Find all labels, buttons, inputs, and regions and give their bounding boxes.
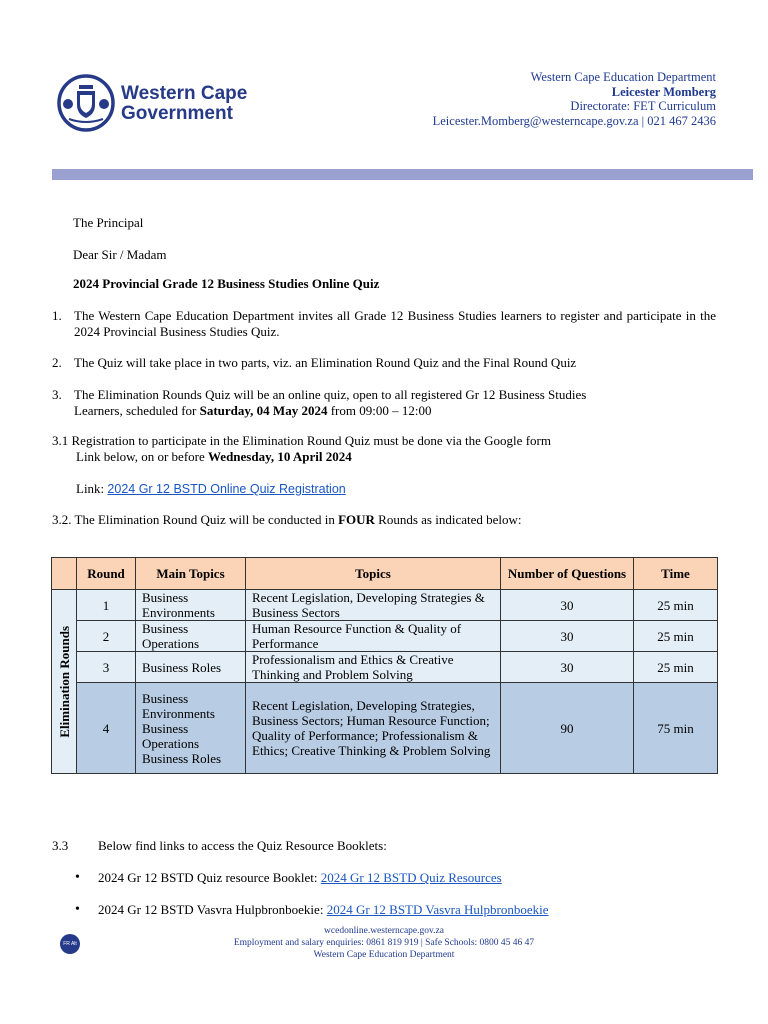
item1-number: 1. [52, 308, 62, 323]
directorate: Directorate: FET Curriculum [570, 99, 716, 113]
item33-text: Below find links to access the Quiz Resource Booklets: [98, 838, 387, 853]
salutation: Dear Sir / Madam [73, 247, 167, 262]
dept-name: Western Cape Education Department [530, 70, 716, 84]
cell-topics: Professionalism and Ethics & Creative Thinking and Problem Solving [246, 652, 501, 683]
footer-dept: Western Cape Education Department [313, 950, 455, 960]
gov-name-line2: Government [121, 103, 233, 124]
letter-subject: 2024 Provincial Grade 12 Business Studies Online Quiz [73, 276, 380, 291]
cell-questions: 90 [501, 683, 634, 774]
table-row [52, 683, 718, 774]
elimination-rounds-table [51, 557, 718, 774]
bullet-marker: • [75, 870, 80, 885]
col-header-main-topics: Main Topics [136, 558, 246, 590]
side-label-cell [52, 590, 77, 774]
recipient: The Principal [73, 215, 144, 230]
cell-main-topics: Business Operations [136, 621, 246, 652]
table-row [52, 590, 718, 621]
cell-topics: Recent Legislation, Developing Strategies & Business Sectors [246, 590, 501, 621]
col-header-time: Time [634, 558, 718, 590]
sender-block [433, 70, 716, 128]
registration-link-line: Link: 2024 Gr 12 BSTD Online Quiz Registration [76, 481, 346, 496]
cell-main-topics: Business Environments Business Operations Business Roles [136, 683, 246, 774]
bullet-marker: • [75, 902, 80, 917]
item33-number: 3.3 [52, 838, 69, 853]
cell-round: 2 [77, 621, 136, 652]
resource-line-1: 2024 Gr 12 BSTD Quiz resource Booklet: 2024 Gr 12 BSTD Quiz Resources [98, 870, 502, 885]
col-header-round: Round [77, 558, 136, 590]
cell-round: 3 [77, 652, 136, 683]
item2-number: 2. [52, 355, 62, 370]
cell-time: 25 min [634, 621, 718, 652]
item3-text: The Elimination Rounds Quiz will be an online quiz, open to all registered Gr 12 Business Studies Learners, scheduled for Saturday, 04 May 2024 from 09:00 – 12:00 [74, 387, 587, 418]
item2-text: The Quiz will take place in two parts, viz. an Elimination Round Quiz and the Final Round Quiz [74, 355, 577, 370]
sender-name: Leicester Momberg [611, 84, 716, 99]
cell-questions: 30 [501, 621, 634, 652]
side-label: Elimination Rounds [56, 625, 72, 738]
gov-name-line1: Western Cape [121, 83, 248, 104]
cell-questions: 30 [501, 652, 634, 683]
col-header-number-of-questions: Number of Questions [501, 558, 634, 590]
item32-text: 3.2. The Elimination Round Quiz will be conducted in FOUR Rounds as indicated below: [52, 512, 522, 527]
item31-text: 3.1 Registration to participate in the Elimination Round Quiz must be done via the Google form Link below, on or before Wednesday, 10 April 2024 [52, 433, 551, 464]
cell-questions: 30 [501, 590, 634, 621]
vasvra-hulpbronboekie-link[interactable]: 2024 Gr 12 BSTD Vasvra Hulpbronboekie [326, 902, 549, 917]
accessibility-badge-icon: FR Alt [60, 934, 80, 954]
footer-website: wcedonline.westerncape.gov.za [324, 926, 444, 936]
table-header-row [52, 558, 718, 590]
cell-round: 4 [77, 683, 136, 774]
cell-time: 75 min [634, 683, 718, 774]
cell-time: 25 min [634, 590, 718, 621]
registration-link[interactable]: 2024 Gr 12 BSTD Online Quiz Registration [107, 482, 346, 496]
item1-text: The Western Cape Education Department invites all Grade 12 Business Studies learners to register and participate in the 2024 Provincial Business Studies Quiz. [74, 308, 716, 339]
cell-main-topics: Business Environments [136, 590, 246, 621]
contact-info: Leicester.Momberg@westerncape.gov.za | 021 467 2436 [432, 113, 716, 128]
government-name [121, 84, 247, 124]
table-row [52, 621, 718, 652]
table-row [52, 652, 718, 683]
footer-enquiries: Employment and salary enquiries: 0861 819 919 | Safe Schools: 0800 45 46 47 [233, 938, 535, 948]
cell-time: 25 min [634, 652, 718, 683]
cell-round: 1 [77, 590, 136, 621]
cell-topics: Recent Legislation, Developing Strategies, Business Sectors; Human Resource Function; Quality of Performance; Professionalism & Ethics; Creative Thinking & Problem Solving [246, 683, 501, 774]
item3-number: 3. [52, 387, 62, 402]
cell-main-topics: Business Roles [136, 652, 246, 683]
col-header-topics: Topics [246, 558, 501, 590]
cell-topics: Human Resource Function & Quality of Performance [246, 621, 501, 652]
header-divider-bar [52, 169, 753, 180]
wcg-crest-logo [55, 74, 117, 132]
resource-line-2: 2024 Gr 12 BSTD Vasvra Hulpbronboekie: 2024 Gr 12 BSTD Vasvra Hulpbronboekie [98, 902, 549, 917]
table-header-corner [52, 558, 77, 590]
quiz-resources-link[interactable]: 2024 Gr 12 BSTD Quiz Resources [320, 870, 502, 885]
